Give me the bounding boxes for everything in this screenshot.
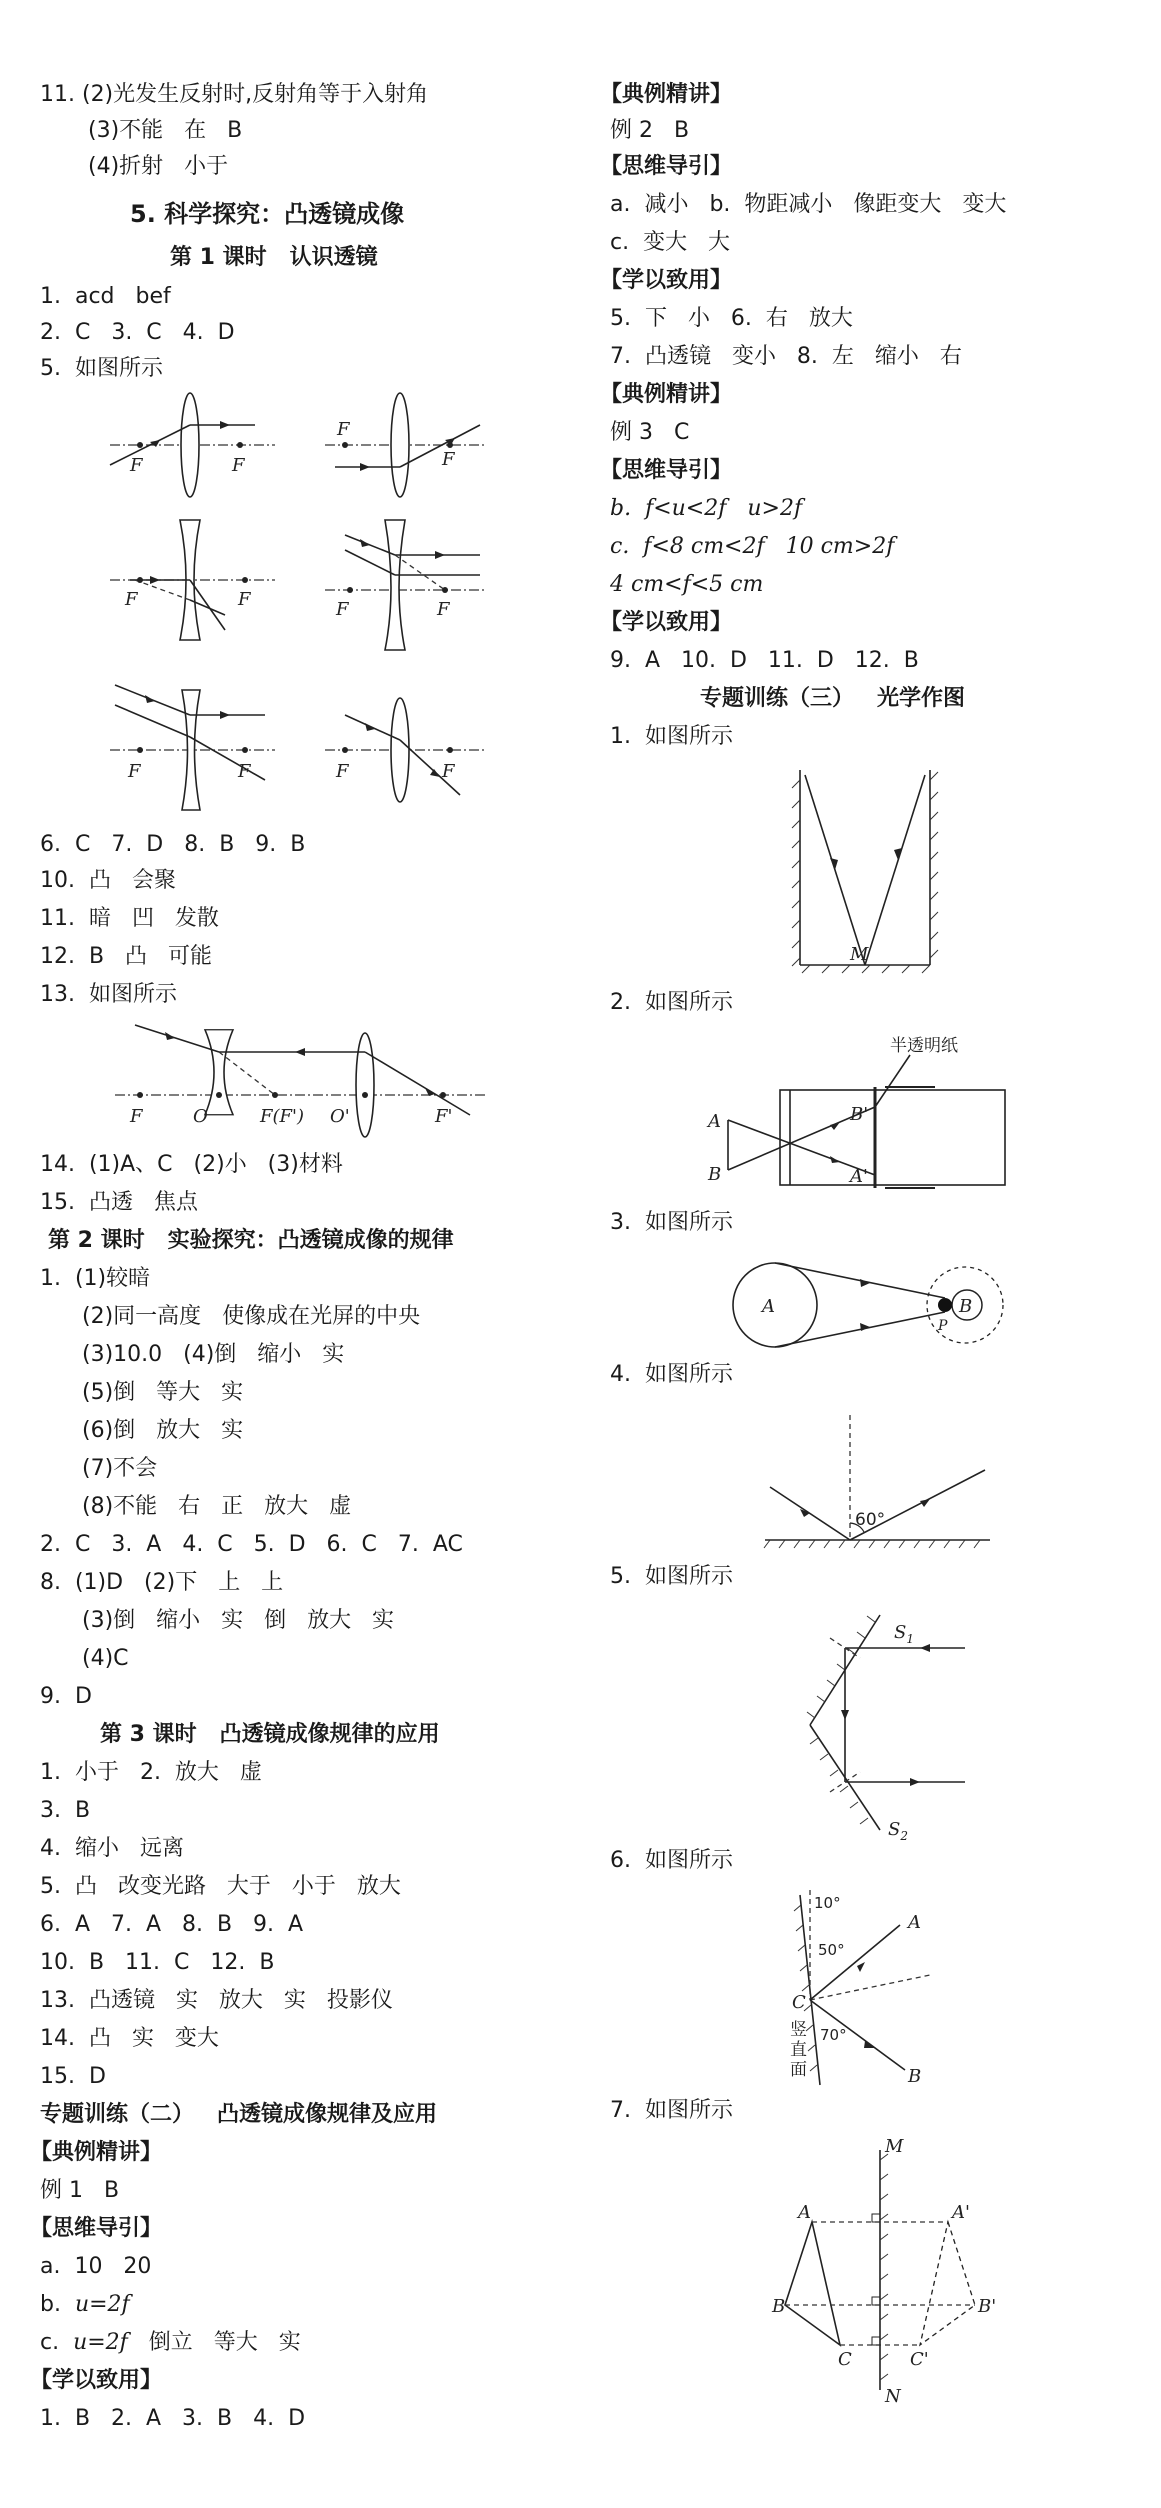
label-vertical-char-1: 竖: [790, 2020, 807, 2040]
l1-a14: 14. (1)A、C (2)小 (3)材料: [40, 1152, 343, 1177]
concave-lens-diagram-3: [110, 685, 275, 810]
two-lens-diagram: [115, 1010, 495, 1130]
label-M: M: [850, 944, 869, 965]
label-Bprime: B': [978, 2296, 997, 2317]
l2-2: (2)同一高度 使像成在光屏的中央: [82, 1304, 421, 1329]
l2-3: (3)10.0 (4)倒 缩小 实: [82, 1342, 345, 1367]
label-F: F: [128, 761, 141, 782]
l2-8: 2. C 3. A 4. C 5. D 6. C 7. AC: [40, 1532, 463, 1557]
l2-4: (5)倒 等大 实: [82, 1380, 244, 1405]
bracket-heading: 【典例精讲】: [600, 82, 733, 107]
bracket-heading: 【思维导引】: [30, 2216, 163, 2241]
concave-lens-diagram-2: [325, 520, 485, 650]
label-Fprime: F': [435, 1106, 453, 1127]
apply-2: 7. 凸透镜 变小 8. 左 缩小 右: [610, 344, 962, 369]
label-F: F: [437, 599, 450, 620]
example2: 例 2 B: [610, 118, 690, 143]
label-Aprime: A': [952, 2202, 970, 2223]
label-O: O: [193, 1106, 208, 1127]
label-S2: [888, 1819, 908, 1843]
l1-a6: 6. C 7. D 8. B 9. B: [40, 832, 306, 857]
figure-eclipse: [730, 1250, 1020, 1360]
label-P: P: [938, 1318, 948, 1334]
q11-line3: (4)折射 小于: [88, 154, 229, 179]
q11-line1: 11. (2)光发生反射时,反射角等于入射角: [40, 82, 429, 107]
example1: 例 1 B: [40, 2178, 120, 2203]
l2-11: (4)C: [82, 1646, 129, 1671]
label-vertical-char-2: 直: [790, 2040, 807, 2060]
l2-10: (3)倒 缩小 实 倒 放大 实: [82, 1608, 395, 1633]
label-M: M: [885, 2136, 904, 2157]
label-10-degrees: 10°: [814, 1894, 841, 1912]
apply-3: 9. A 10. D 11. D 12. B: [610, 648, 919, 673]
special3-title: 专题训练（三） 光学作图: [700, 686, 965, 711]
fig4-label: 4. 如图所示: [610, 1362, 733, 1387]
label-B: B: [908, 2066, 922, 2087]
label-F: F: [232, 455, 245, 476]
convex-lens-diagram-2: [325, 393, 485, 497]
example3: 例 3 C: [610, 420, 690, 445]
figure-plane-mirror-triangle: [770, 2136, 1030, 2407]
l3-3: 4. 缩小 远离: [40, 1836, 184, 1861]
label-A: A: [708, 1111, 721, 1132]
convex-lens-diagram-3: [325, 698, 485, 802]
l1-a11: 11. 暗 凹 发散: [40, 906, 219, 931]
label-C: C: [792, 1992, 806, 2013]
q11-line2: (3)不能 在 B: [88, 118, 243, 143]
bracket-heading: 【思维导引】: [600, 154, 733, 179]
math-3: 4 cm<f<5 cm: [610, 572, 764, 597]
figure-periscope-mirrors: [780, 1610, 980, 1843]
s2-c: [40, 2328, 301, 2358]
l1-a2: 2. C 3. C 4. D: [40, 320, 235, 345]
l1-a15: 15. 凸透 焦点: [40, 1190, 198, 1215]
label-B: B: [959, 1296, 973, 1317]
label-A: A: [762, 1296, 775, 1317]
bracket-heading: 【学以致用】: [600, 268, 733, 293]
section5-title: 5. 科学探究：凸透镜成像: [130, 200, 405, 228]
math-1: b. f<u<2f u>2f: [610, 496, 803, 521]
guide-2: c. 变大 大: [610, 230, 731, 255]
label-F: F: [130, 455, 143, 476]
label-B: B: [772, 2296, 786, 2317]
l2-1: 1. (1)较暗: [40, 1266, 151, 1291]
label-F: F: [238, 589, 251, 610]
label-Cprime: C': [910, 2349, 929, 2370]
s2-c-prefix: c.: [40, 2330, 74, 2355]
l2-9: 8. (1)D (2)下 上 上: [40, 1570, 284, 1595]
label-F: F: [336, 761, 349, 782]
s2-b-prefix: b.: [40, 2292, 75, 2317]
label-S2-sub: 2: [900, 1829, 908, 1843]
s2-c-math: u=2f: [73, 2330, 128, 2355]
label-Aprime: A': [850, 1166, 868, 1187]
l3-4: 5. 凸 改变光路 大于 小于 放大: [40, 1874, 401, 1899]
label-60-degrees: 60°: [855, 1510, 886, 1530]
fig3-label: 3. 如图所示: [610, 1210, 733, 1235]
label-F: F: [336, 599, 349, 620]
s2-a: a. 10 20: [40, 2254, 152, 2279]
l3-7: 13. 凸透镜 实 放大 实 投影仪: [40, 1988, 393, 2013]
label-Bprime: B': [850, 1104, 869, 1125]
bracket-heading: 【学以致用】: [600, 610, 733, 635]
lens-ray-diagrams: [100, 385, 500, 825]
lesson2-title: 第 2 课时 实验探究：凸透镜成像的规律: [48, 1228, 454, 1253]
label-F: F: [442, 449, 455, 470]
fig7-label: 7. 如图所示: [610, 2098, 733, 2123]
bracket-heading: 【典例精讲】: [600, 382, 733, 407]
lesson3-title: 第 3 课时 凸透镜成像规律的应用: [100, 1722, 440, 1747]
guide-1: a. 减小 b. 物距减小 像距变大 变大: [610, 192, 1007, 217]
figure-reflection-60: [760, 1415, 1000, 1555]
s2-b-math: u=2f: [74, 2292, 130, 2317]
label-A: A: [798, 2202, 811, 2223]
label-S2-letter: S: [888, 1819, 901, 1840]
label-Oprime: O': [330, 1106, 350, 1127]
convex-lens-diagram-1: [110, 393, 275, 497]
l3-1: 1. 小于 2. 放大 虚: [40, 1760, 262, 1785]
apply-1: 5. 下 小 6. 右 放大: [610, 306, 853, 331]
label-F: F: [238, 761, 251, 782]
figure-pinhole-camera: [690, 1035, 1020, 1205]
math-2: c. f<8 cm<2f 10 cm>2f: [610, 534, 895, 559]
l1-a12: 12. B 凸 可能: [40, 944, 213, 969]
l2-6: (7)不会: [82, 1456, 158, 1481]
label-F: F: [442, 761, 455, 782]
s2-c-rest: 倒立 等大 实: [127, 2330, 301, 2355]
fig1-label: 1. 如图所示: [610, 724, 733, 749]
bracket-heading: 【典例精讲】: [30, 2140, 163, 2165]
figure-two-mirrors: [780, 760, 950, 980]
label-S1: [894, 1622, 914, 1646]
l2-12: 9. D: [40, 1684, 92, 1709]
l2-5: (6)倒 放大 实: [82, 1418, 244, 1443]
figure-vertical-mirror-angles: [780, 1890, 960, 2100]
l3-8: 14. 凸 实 变大: [40, 2026, 219, 2051]
label-B: B: [708, 1164, 722, 1185]
label-F: F: [337, 419, 350, 440]
l3-6: 10. B 11. C 12. B: [40, 1950, 275, 1975]
l3-2: 3. B: [40, 1798, 91, 1823]
special2-title: 专题训练（二） 凸透镜成像规律及应用: [40, 2102, 437, 2127]
label-F: F: [125, 589, 138, 610]
label-S1-letter: S: [894, 1622, 907, 1643]
label-50-degrees: 50°: [818, 1941, 845, 1959]
label-N: N: [885, 2386, 901, 2407]
label-A: A: [908, 1912, 921, 1933]
label-F-Fprime: F(F'): [260, 1106, 304, 1127]
s2-b: [40, 2290, 130, 2320]
label-F: F: [130, 1106, 143, 1127]
label-half-transparent-paper: 半透明纸: [890, 1036, 958, 1056]
label-S1-sub: 1: [906, 1632, 914, 1646]
label-C: C: [838, 2349, 852, 2370]
l1-a10: 10. 凸 会聚: [40, 868, 176, 893]
label-70-degrees: 70°: [820, 2026, 847, 2044]
bracket-heading: 【学以致用】: [30, 2368, 163, 2393]
s2-answers: 1. B 2. A 3. B 4. D: [40, 2406, 306, 2431]
l1-a13: 13. 如图所示: [40, 982, 177, 1007]
lesson1-title: 第 1 课时 认识透镜: [170, 245, 378, 270]
l3-5: 6. A 7. A 8. B 9. A: [40, 1912, 304, 1937]
l2-7: (8)不能 右 正 放大 虚: [82, 1494, 352, 1519]
label-vertical-char-3: 面: [790, 2060, 807, 2080]
fig6-label: 6. 如图所示: [610, 1848, 733, 1873]
bracket-heading: 【思维导引】: [600, 458, 733, 483]
l1-a1: 1. acd bef: [40, 284, 171, 309]
concave-lens-diagram-1: [110, 520, 275, 640]
l1-a5: 5. 如图所示: [40, 356, 163, 381]
l3-9: 15. D: [40, 2064, 106, 2089]
fig2-label: 2. 如图所示: [610, 990, 733, 1015]
fig5-label: 5. 如图所示: [610, 1564, 733, 1589]
